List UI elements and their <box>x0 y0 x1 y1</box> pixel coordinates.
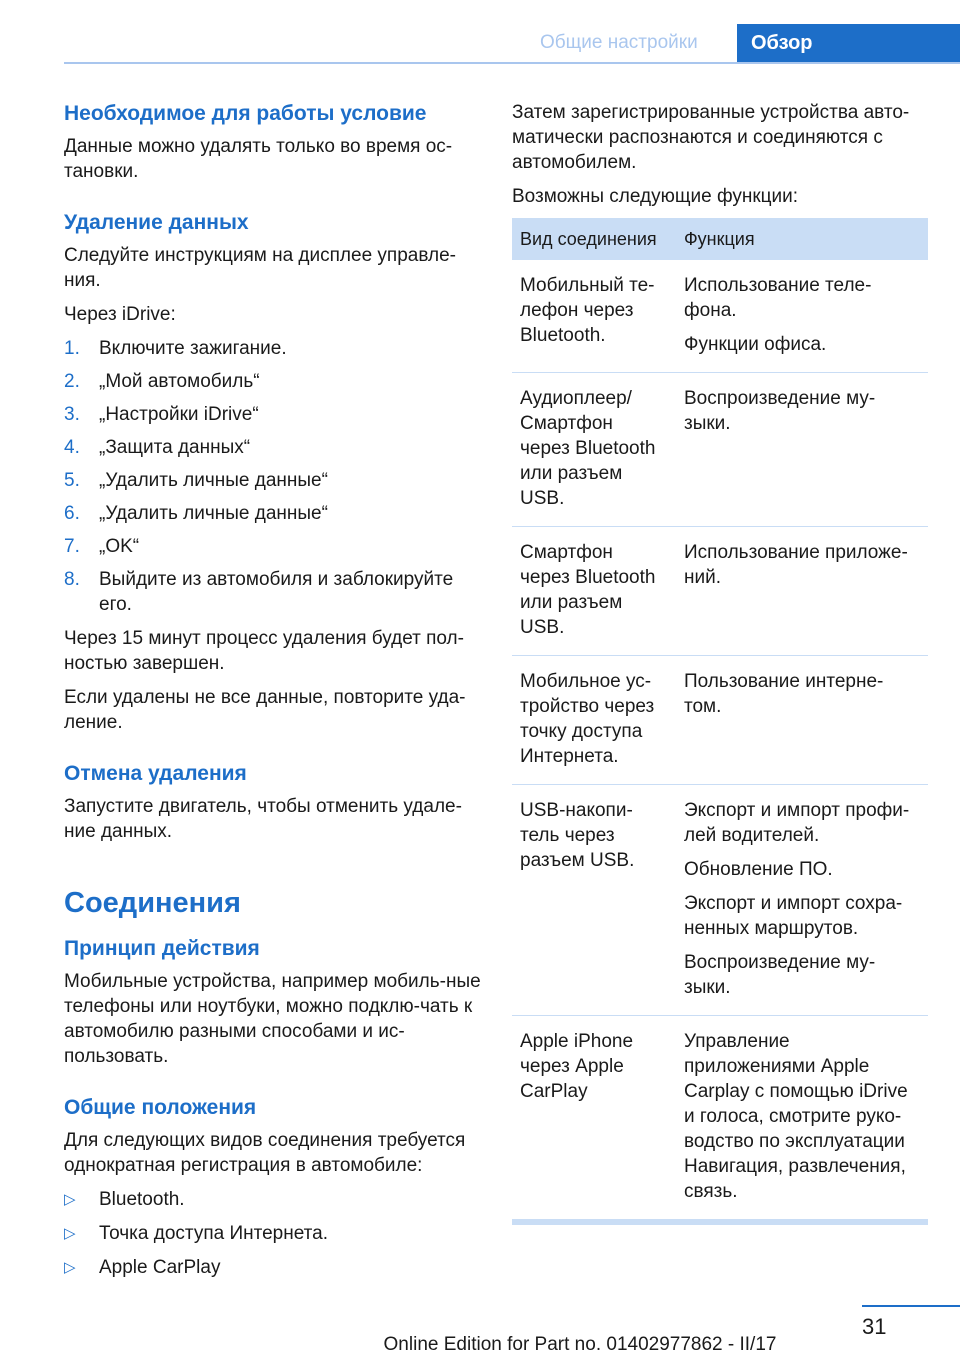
connections-title: Соединения <box>64 887 241 919</box>
page-number: 31 <box>862 1314 887 1339</box>
step-text: „Мой автомобиль“ <box>99 371 260 392</box>
function-cell <box>676 527 928 656</box>
delete-via: Через iDrive: <box>64 304 176 325</box>
connection-types-list <box>64 1187 482 1280</box>
right-column <box>512 100 928 1225</box>
step-text: „Удалить личные данные“ <box>99 503 328 524</box>
function-text: Функции офиса. <box>684 334 827 355</box>
function-cell <box>676 260 928 373</box>
table-row <box>512 656 928 785</box>
general-text: Для следующих видов соединения требуется однократная регистрация в автомобиле: <box>64 1130 466 1176</box>
delete-note-1: Через 15 минут процесс удаления будет пол-ностью завершен. <box>64 628 464 674</box>
step-number: 1. <box>64 338 80 359</box>
general-heading: Общие положения <box>64 1096 257 1119</box>
function-text: Экспорт и импорт профи-лей водителей. <box>684 800 910 846</box>
header-divider <box>64 62 960 64</box>
function-text: Пользование интерне-том. <box>684 671 884 717</box>
step-number: 6. <box>64 503 80 524</box>
step-text: „Удалить личные данные“ <box>99 470 328 491</box>
function-text: Использование теле-фона. <box>684 275 872 321</box>
triangle-bullet-icon: ▷ <box>64 1259 76 1276</box>
table-header-type: Вид соединения <box>512 218 676 260</box>
step-text: Включите зажигание. <box>99 338 287 359</box>
step-item <box>64 336 482 361</box>
table-row <box>512 373 928 527</box>
function-text: Экспорт и импорт сохра-ненных маршрутов. <box>684 893 903 939</box>
step-text: „OK“ <box>99 536 140 557</box>
list-item-text: Bluetooth. <box>99 1189 185 1210</box>
function-cell <box>676 373 928 527</box>
function-text: Воспроизведение му-зыки. <box>684 388 876 434</box>
edition-footer: Online Edition for Part no. 01402977862 - II/17 <box>383 1334 777 1355</box>
step-item <box>64 468 482 493</box>
delete-intro: Следуйте инструкциям на дисплее управле-ния. <box>64 245 456 291</box>
list-item <box>64 1187 482 1212</box>
connection-type-cell: Смартфон через Bluetooth или разъем USB. <box>512 527 676 656</box>
step-item <box>64 435 482 460</box>
table-end-bar <box>512 1220 928 1225</box>
list-item-text: Точка доступа Интернета. <box>99 1223 328 1244</box>
step-item <box>64 567 482 617</box>
list-item-text: Apple CarPlay <box>99 1257 221 1278</box>
table-row <box>512 527 928 656</box>
list-item <box>64 1255 482 1280</box>
delete-steps-list <box>64 336 482 617</box>
step-text: Выйдите из автомобиля и заблокируйте его. <box>99 569 454 615</box>
table-row <box>512 785 928 1016</box>
table-row <box>512 260 928 373</box>
tab-overview[interactable]: Обзор <box>737 24 960 62</box>
function-cell <box>676 656 928 785</box>
step-text: „Настройки iDrive“ <box>99 404 259 425</box>
function-text: Обновление ПО. <box>684 859 833 880</box>
page-number-rule <box>862 1305 960 1307</box>
triangle-bullet-icon: ▷ <box>64 1225 76 1242</box>
step-item <box>64 402 482 427</box>
step-number: 5. <box>64 470 80 491</box>
functions-table <box>512 218 928 1220</box>
left-column <box>64 100 482 1289</box>
step-number: 8. <box>64 569 80 590</box>
delete-heading: Удаление данных <box>64 211 249 234</box>
function-text: Управление приложениями Apple Carplay с помощью iDrive и голоса, смотрите руко-водство по эксплуатации Навигация, развлечения, связь. <box>684 1031 908 1202</box>
function-text: Воспроизведение му-зыки. <box>684 952 876 998</box>
function-text: Использование приложе-ний. <box>684 542 908 588</box>
principle-heading: Принцип действия <box>64 937 260 960</box>
step-item <box>64 369 482 394</box>
condition-text: Данные можно удалять только во время ос-тановки. <box>64 136 453 182</box>
connection-type-cell: USB-накопи-тель через разъем USB. <box>512 785 676 1016</box>
function-cell <box>676 1016 928 1220</box>
step-number: 3. <box>64 404 80 425</box>
step-item <box>64 501 482 526</box>
step-number: 2. <box>64 371 80 392</box>
step-text: „Защита данных“ <box>99 437 251 458</box>
condition-heading: Необходимое для работы условие <box>64 102 427 125</box>
step-number: 4. <box>64 437 80 458</box>
cancel-heading: Отмена удаления <box>64 762 247 785</box>
cancel-text: Запустите двигатель, чтобы отменить удале-ние данных. <box>64 796 462 842</box>
connection-type-cell: Apple iPhone через Apple CarPlay <box>512 1016 676 1220</box>
connection-type-cell: Мобильное ус-тройство через точку доступа Интернета. <box>512 656 676 785</box>
header-section-label[interactable]: Общие настройки <box>540 32 698 53</box>
step-item <box>64 534 482 559</box>
right-intro-2: Возможны следующие функции: <box>512 186 799 207</box>
delete-note-2: Если удалены не все данные, повторите уда-ление. <box>64 687 466 733</box>
list-item <box>64 1221 482 1246</box>
right-intro-1: Затем зарегистрированные устройства авто-матически распознаются и соединяются с автомобилем. <box>512 102 910 173</box>
triangle-bullet-icon: ▷ <box>64 1191 76 1208</box>
connection-type-cell: Аудиоплеер/ Смартфон через Bluetooth или разъем USB. <box>512 373 676 527</box>
connection-type-cell: Мобильный те-лефон через Bluetooth. <box>512 260 676 373</box>
principle-text: Мобильные устройства, например мобиль-ные телефоны или ноутбуки, можно подклю-чать к автомобилю разными способами и ис-пользовать. <box>64 971 481 1067</box>
table-row <box>512 1016 928 1220</box>
table-header-function: Функция <box>676 218 928 260</box>
function-cell <box>676 785 928 1016</box>
step-number: 7. <box>64 536 80 557</box>
